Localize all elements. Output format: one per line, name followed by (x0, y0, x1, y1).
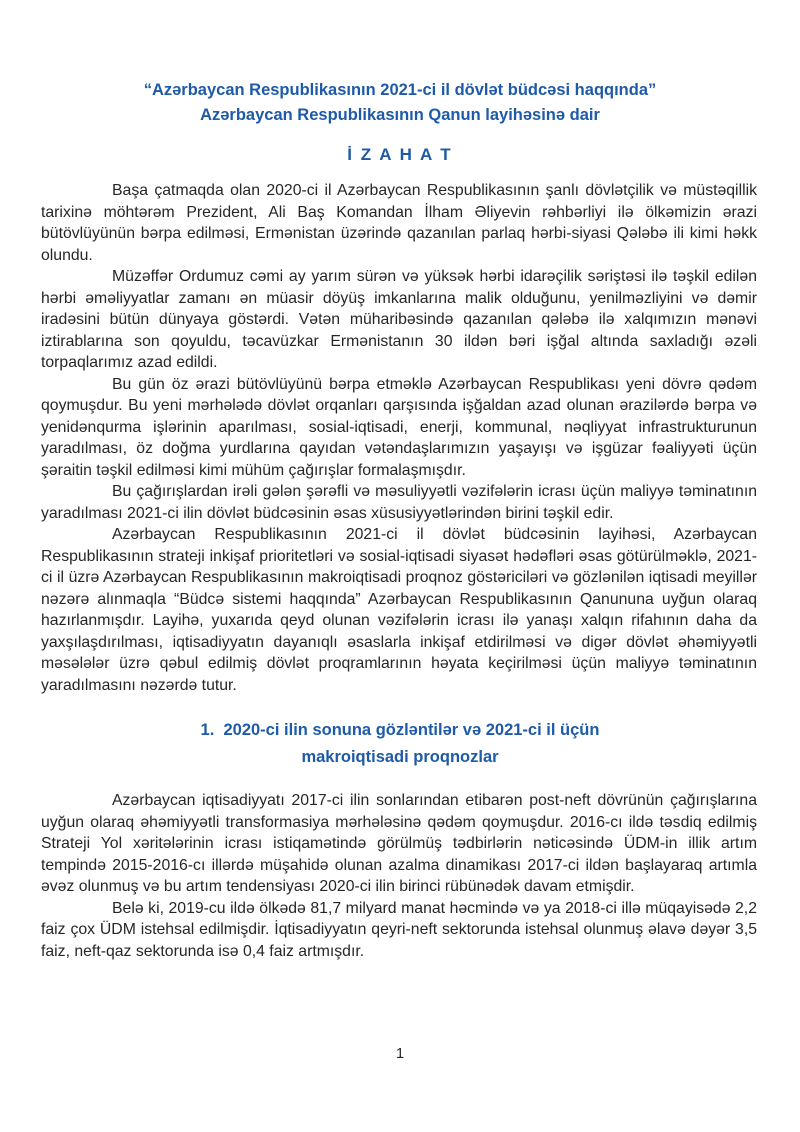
section1-heading-line1: 1. 2020-ci ilin sonuna gözləntilər və 2021-ci il üçün (200, 721, 600, 739)
section1-body (0, 790, 800, 962)
section1-heading-line2: makroiqtisadi proqnozlar (301, 748, 499, 766)
izahat-heading: İ Z A H A T (347, 145, 453, 164)
paragraph: Belə ki, 2019-cu ildə ölkədə 81,7 milyard manat həcmində və ya 2018-ci illə müqayisədə 2,2 faiz çox ÜDM istehsal edilmişdir. İqtisadiyyatın qeyri-neft sektorunda istehsal olunmuş əlavə dəyər 3,5 faiz, neft-qaz sektorunda isə 0,4 faiz artmışdır. (41, 899, 757, 960)
paragraph: Müzəffər Ordumuz cəmi ay yarım sürən və yüksək hərbi idarəçilik səriştəsi ilə təşkil edilən hərbi əməliyyatlar zamanı ən müasir döyüş imkanlarına malik olduğunu, yenilməzliyini və dəmir iradəsini bütün dünyaya göstərdi. Vətən müharibəsində qazanılan qələbə ilə xalqımızın mənəvi iztirablarına son qoyuldu, təcavüzkar Ermənistanın 30 ildən bəri işğal altında saxladığı əzəli torpaqlarımız azad edildi. (41, 268, 757, 371)
document-title-line1: “Azərbaycan Respublikasının 2021-ci il dövlət büdcəsi haqqında” (143, 81, 657, 99)
document-title-line2: Azərbaycan Respublikasının Qanun layihəsinə dair (200, 106, 600, 124)
paragraph: Azərbaycan iqtisadiyyatı 2017-ci ilin sonlarından etibarən post-neft dövrünün çağırışlarına uyğun olaraq əhəmiyyətli transformasiya mərhələsinə qədəm qoymuşdur. 2016-cı ildə təsdiq edilmiş Strateji Yol xəritələrinin icrası istiqamətində görülmüş tədbirlərin nəticəsində ÜDM-in illik artım tempində 2015-2016-cı illərdə müşahidə olunan azalma dinamikası 2017-ci ildən başlayaraq artımla əvəz olunmuş və bu artım tendensiyası 2020-ci ilin birinci rübünədək davam etmişdir. (41, 792, 757, 895)
section1-heading (0, 717, 800, 771)
paragraph: Başa çatmaqda olan 2020-ci il Azərbaycan Respublikasının şanlı dövlətçilik və müstəqillik tarixinə möhtərəm Prezident, Ali Baş Komandan İlham Əliyevin rəhbərliyi ilə ölkəmizin ərazi bütövlüyünün bərpa edilməsi, Ermənistan üzərində qazanılan parlaq hərbi-siyasi Qələbə ili kimi həkk olundu. (41, 182, 757, 264)
document-title (0, 78, 800, 128)
paragraph: Azərbaycan Respublikasının 2021-ci il dövlət büdcəsinin layihəsi, Azərbaycan Respublikasının strateji inkişaf prioritetləri və sosial-iqtisadi siyasət hədəfləri əsas götürülməklə, 2021-ci il üzrə Azərbaycan Respublikasının makroiqtisadi proqnoz göstəriciləri və gözlənilən iqtisadi meyillər nəzərə alınmaqla “Büdcə sistemi haqqında” Azərbaycan Respublikasının Qanununa uyğun olaraq hazırlanmışdır. Layihə, yuxarıda qeyd olunan vəzifələrin icrası ilə yanaşı xalqın rifahının daha da yaxşılaşdırılması, iqtisadiyyatın dayanıqlı əsaslarla inkişaf etdirilməsi və digər dövlət əhəmiyyətli məsələlər üzrə qəbul edilmiş dövlət proqramlarının həyata keçirilməsi üçün maliyyə təminatının yaradılmasını nəzərdə tutur. (41, 526, 757, 694)
paragraph: Bu gün öz ərazi bütövlüyünü bərpa etməklə Azərbaycan Respublikası yeni dövrə qədəm qoymuşdur. Bu yeni mərhələdə dövlət orqanları qarşısında işğaldan azad olunan ərazilərdə bərpa və yenidənqurma işlərinin aparılması, sosial-iqtisadi, enerji, kommunal, nəqliyyat infrastrukturunun yaradılması, öz doğma yurdlarına qayıdan vətəndaşlarımızın yaşayışı və işgüzar fəaliyyəti üçün şəraitin təşkil edilməsi kimi mühüm çağırışlar formalaşmışdır. (41, 375, 757, 479)
page-number-footer: 1 (395, 1046, 405, 1062)
paragraph: Bu çağırışlardan irəli gələn şərəfli və məsuliyyətli vəzifələrin icrası üçün maliyyə təminatının yaradılması 2021-ci ilin dövlət büdcəsinin əsas xüsusiyyətlərindən birini təşkil edir. (41, 483, 757, 522)
intro-section (0, 180, 800, 696)
